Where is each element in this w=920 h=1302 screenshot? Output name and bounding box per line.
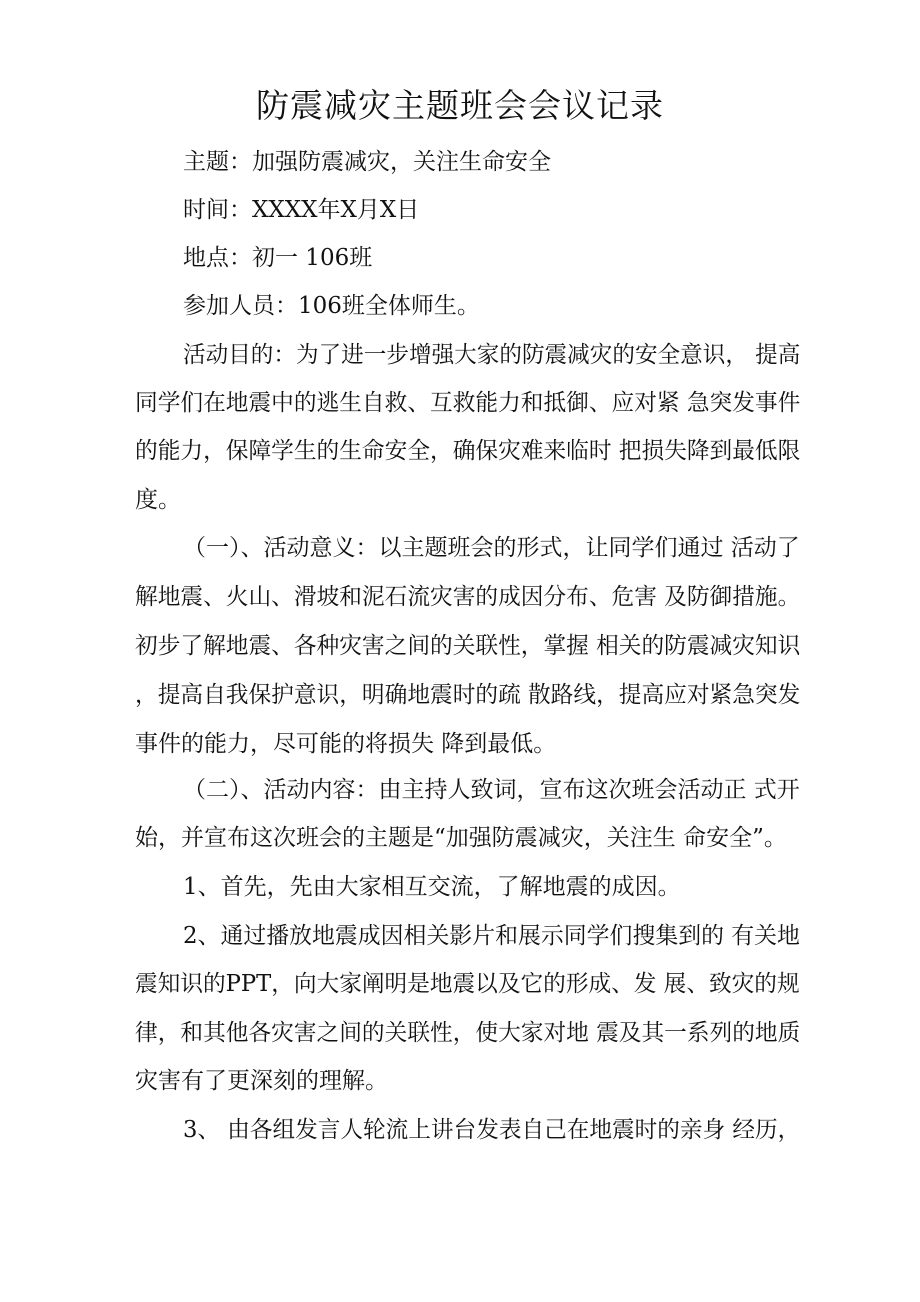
item2-line: 震知识的PPT，向大家阐明是地震以及它的形成、发 展、致灾的规 [135,971,800,997]
theme-line: 主题：加强防震减灾，关注生命安全 [183,149,551,175]
place-line: 地点：初一 106班 [183,245,373,271]
purpose-line: 同学们在地震中的逃生自救、互救能力和抵御、应对紧 急突发事件 [135,390,801,416]
time-line: 时间：XXXX年X月X日 [183,197,420,223]
section1-line: 解地震、火山、滑坡和泥石流灾害的成因分布、危害 及防御措施。 [135,584,801,610]
section1-line: （一）、活动意义：以主题班会的形式，让同学们通过 活动了 [183,535,800,561]
participants-line: 参加人员：106班全体师生。 [183,293,480,319]
document-title: 防震减灾主题班会会议记录 [256,86,664,125]
item2-line: 律，和其他各灾害之间的关联性，使大家对地 震及其一系列的地质 [135,1020,801,1046]
section1-line: 事件的能力，尽可能的将损失 降到最低。 [135,731,557,757]
item1-line: 1、首先，先由大家相互交流，了解地震的成因。 [183,874,681,900]
purpose-line: 活动目的：为了进一步增强大家的防震减灾的安全意识， 提高 [183,342,801,368]
item3-line: 3、 由各组发言人轮流上讲台发表自己在地震时的亲身 经历， [183,1117,801,1143]
purpose-line: 度。 [135,487,181,513]
purpose-line: 的能力，保障学生的生命安全，确保灾难来临时 把损失降到最低限 [135,438,801,464]
section2-line: （二）、活动内容：由主持人致词，宣布这次班会活动正 式开 [183,777,800,803]
section2-line: 始，并宣布这次班会的主题是“加强防震减灾，关注生 命安全”。 [135,825,787,851]
item2-line: 灾害有了更深刻的理解。 [135,1068,388,1094]
section1-line: 初步了解地震、各种灾害之间的关联性，掌握 相关的防震减灾知识 [135,633,801,659]
section1-line: ，提高自我保护意识，明确地震时的疏 散路线，提高应对紧急突发 [135,682,801,708]
item2-line: 2、通过播放地震成因相关影片和展示同学们搜集到的 有关地 [183,923,800,949]
